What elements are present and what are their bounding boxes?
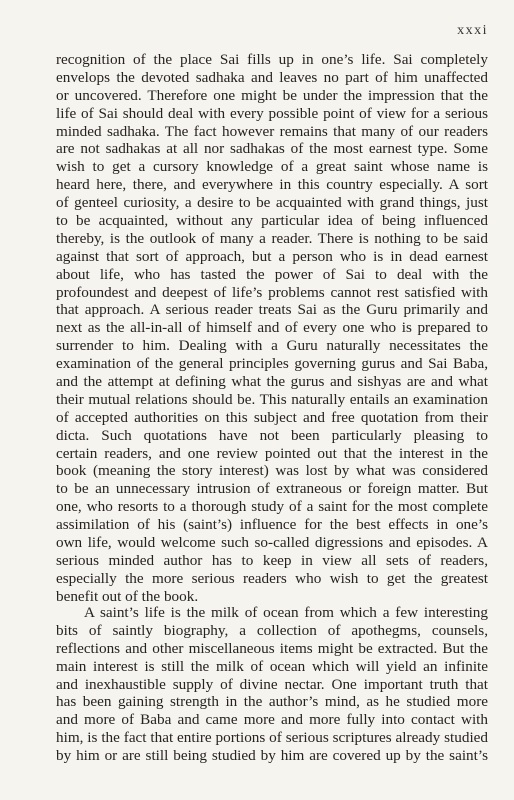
paragraph-line: are not sadhakas at all nor sadhakas of the most earnest type. Some <box>56 140 488 158</box>
paragraph-line: and inexhaustible supply of divine nectar. One important truth that <box>56 675 488 693</box>
paragraph-line: of genteel curiosity, a desire to be acquainted with grand things, just <box>56 194 488 212</box>
paragraph-line: of accepted authorities on this subject and free quotation from their <box>56 408 488 426</box>
paragraph-line: by him or are still being studied by him are covered up by the saint’s <box>56 747 488 765</box>
paragraph-line: life of Sai should deal with every possible point of view for a serious <box>56 104 488 122</box>
paragraph-line: own life, would welcome such so-called digressions and episodes. A <box>56 534 488 552</box>
paragraph-line: book (meaning the story interest) was lost by what was considered <box>56 462 488 480</box>
paragraph-line: one, who resorts to a thorough study of a saint for the most complete <box>56 498 488 516</box>
paragraph-line: thereby, is the outlook of many a reader. There is nothing to be said <box>56 229 488 247</box>
paragraph-line: benefit out of the book. <box>56 587 199 605</box>
paragraph-line: and the attempt at defining what the gurus and sishyas are and what <box>56 373 488 391</box>
paragraph-line: serious minded author has to keep in view all sets of readers, <box>56 551 488 569</box>
paragraph-line: A saint’s life is the milk of ocean from which a few interesting <box>84 604 488 621</box>
paragraph-line: against that sort of approach, but a person who is in dead earnest <box>56 247 488 265</box>
paragraph-line: assimilation of his (saint’s) influence for the best effects in one’s <box>56 516 488 534</box>
paragraph-line: bits of saintly biography, a collection of apothegms, counsels, <box>56 621 488 639</box>
paragraph-line: main interest is still the milk of ocean which will yield an infinite <box>56 657 488 675</box>
paragraph-line: reflections and other miscellaneous items might be extracted. But the <box>56 639 488 657</box>
paragraph-line: profoundest and deepest of life’s problems cannot rest satisfied with <box>56 283 488 301</box>
paragraph-line: envelops the devoted sadhaka and leaves no part of him unaffected <box>56 68 488 86</box>
paragraph-line: that approach. A serious reader treats Sai as the Guru primarily and <box>56 301 488 319</box>
paragraph-line: examination of the general principles governing gurus and Sai Baba, <box>56 355 488 373</box>
paragraph-line: recognition of the place Sai fills up in one’s life. Sai completely <box>56 51 488 68</box>
paragraph-1 <box>56 51 488 606</box>
paragraph-line: about life, who has tasted the power of Sai to deal with the <box>56 265 488 283</box>
page-number: xxxi <box>457 23 488 38</box>
paragraph-line: minded sadhaka. The fact however remains that many of our readers <box>56 122 488 140</box>
paragraph-line: wish to get a cursory knowledge of a great saint whose name is <box>56 158 488 176</box>
paragraph-line: to be an unnecessary intrusion of extraneous or foreign matter. But <box>56 480 488 498</box>
paragraph-line: dicta. Such quotations have not been particularly pleasing to <box>56 426 488 444</box>
paragraph-2 <box>56 604 488 765</box>
paragraph-line: especially the more serious readers who wish to get the greatest <box>56 569 488 587</box>
paragraph-line: has been gaining strength in the author’s mind, as he studied more <box>56 693 488 711</box>
paragraph-line: and more of Baba and came more and more fully into contact with <box>56 711 488 729</box>
paragraph-line: surrender to him. Dealing with a Guru naturally necessitates the <box>56 337 488 355</box>
paragraph-line: to be acquainted, without any particular idea of being influenced <box>56 212 488 230</box>
paragraph-line: next as the all-in-all of himself and of every one who is prepared to <box>56 319 488 337</box>
paragraph-line: heard here, there, and everywhere in this country especially. A sort <box>56 176 488 194</box>
paragraph-line: him, is the fact that entire portions of serious scriptures already studied <box>56 729 488 747</box>
paragraph-line: or uncovered. Therefore one might be under the impression that the <box>56 86 488 104</box>
paragraph-line: their mutual relations should be. This naturally entails an examination <box>56 390 488 408</box>
paragraph-line: certain readers, and one review pointed out that the interest in the <box>56 444 488 462</box>
